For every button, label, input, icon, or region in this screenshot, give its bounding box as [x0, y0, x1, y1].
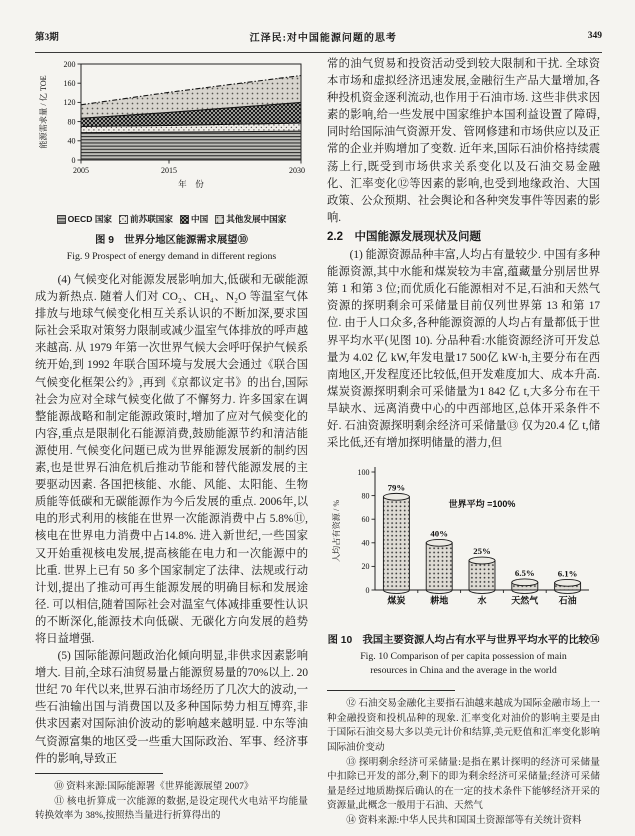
- legend-swatch-icon: [57, 215, 66, 224]
- figure-9: [35, 56, 308, 264]
- fig10-caption-en: [327, 650, 600, 678]
- footnote-10: ⑩ 资料来源:国际能源署《世界能源展望 2007》: [54, 781, 254, 793]
- fig9-caption-en: Fig. 9 Prospect of energy demand in different regions: [66, 251, 277, 262]
- svg-text:40: 40: [361, 538, 370, 548]
- journal-issue: 第3期: [35, 33, 59, 43]
- y-axis-label: 人均占有资源 / %: [332, 499, 341, 563]
- x-category-label: 煤炭: [387, 595, 406, 606]
- right-footnotes: [327, 686, 600, 828]
- footnote-13: ⑬ 探明剩余经济可采储量:是指在累计探明的经济可采储量中扣除已开发的部分,剩下的即为剩余经济可采储量;经济可采储量是经过地质勘探后确认的在一定的技术条件下能够经济开采的资源量,此概念一般用于石油、天然气: [327, 756, 600, 812]
- legend-item-1: [119, 213, 173, 225]
- legend-swatch-icon: [180, 215, 189, 224]
- bar-value-label: 6.1%: [557, 568, 578, 579]
- svg-text:120: 120: [63, 98, 76, 108]
- fig10-svg: [327, 458, 599, 620]
- body-paragraph-1: (1) 能源资源品种丰富,人均占有量较少. 中国有多种能源资源,其中水能和煤炭较为丰富,蕴藏量分别居世界第 1 和第 3 位;而优质化石能源相对不足,石油和天然气资源的探明剩余可采储量目前仅列世界第 13 和第 17 位. 由于人口众多,各种能源资源的人均占有量都低于世界平均水平(见图 10). 分品种看:水能资源经济可开发总量为 4.02 亿 kW,年发电量17 500亿 kW·h,主要分布在西南地区,开发程度还比较低,但开发难度加大、成本升高. 煤炭资源探明剩余可采储量为1 842 亿 t,大多分布在干旱缺水、远离消费中心的中西部地区,总体开采条件不好. 石油资源探明剩余经济可采储量⑬ 仅为20.4 亿 t,储采比低,还有增加探明储量的潜力,但: [327, 249, 601, 450]
- bar-天然气: [512, 579, 538, 593]
- x-axis-label: 年 份: [178, 179, 204, 189]
- fig9-stacked-area-chart: [35, 56, 308, 211]
- left-column: [35, 56, 308, 824]
- svg-text:40: 40: [67, 136, 76, 146]
- fig10-caption-cn: 图 10 我国主要资源人均占有水平与世界平均水平的比较⑭: [327, 635, 600, 647]
- bar-value-label: 25%: [473, 546, 491, 557]
- legend-swatch-icon: [215, 215, 224, 224]
- svg-text:2015: 2015: [161, 166, 177, 175]
- legend-label: 中国: [191, 214, 209, 224]
- y-axis-label: 能源需求量 / 亿 TOE: [39, 75, 48, 149]
- body-paragraph-5: (5) 国际能源问题政治化倾向明显,非供求因素影响增大. 目前,全球石油贸易量占能源贸易量的70%以上. 20 世纪 70 年代以来,世界石油市场经历了几次大的波动,一些石油输出国与消费国以及多种国际势力相互博弈,非供求因素对国际油价波动的影响越来越明显. 中东等油气资源富集的地区受一些重大国际政治、军事、经济事件的影响,导致正: [35, 650, 308, 765]
- legend-item-2: [180, 213, 208, 225]
- area-band-0: [81, 131, 301, 160]
- svg-text:80: 80: [361, 491, 370, 501]
- bar-水: [469, 557, 495, 593]
- footnote-14: ⑭ 资料来源:中华人民共和国国土资源部等有关统计资料: [346, 814, 582, 826]
- running-title: 江泽民:对中国能源问题的思考: [249, 32, 397, 44]
- x-category-label: 天然气: [511, 595, 539, 606]
- fig10-axes: [331, 468, 577, 606]
- left-footnotes: [35, 769, 308, 824]
- page-header: [35, 26, 602, 53]
- legend-item-0: [57, 213, 112, 225]
- bar-耕地: [426, 540, 452, 594]
- x-category-label: 耕地: [430, 595, 449, 606]
- fig10-caption-en-line1: Fig. 10 Comparison of per capita possession of main: [360, 651, 567, 663]
- x-category-label: 石油: [558, 595, 577, 606]
- footnote-11: ⑪ 核电折算成一次能源的数据,是设定现代火电站平均能量转换效率为 38%,按照热当量进行折算得出的: [35, 795, 308, 822]
- x-category-label: 水: [477, 595, 487, 606]
- footnote-divider: [35, 773, 163, 774]
- body-paragraph-continued: 常的油气贸易和投资活动受到较大限制和干扰. 全球资本市场和虚拟经济迅速发展,金融衍生产品大量增加,各种投机资金逐利流动,也作用于石油市场. 这些非供求因素的影响,给一些发展中国家维护本国利益设置了障碍,同时给国际油气资源开发、管网修建和市场供应以及正常的企业并购增加了变数. 近年来,国际石油价格持续震荡上行,既受到市场供求关系变化以及石油交易金融化、汇率变化⑫等因素的影响,也受到地缘政治、大国政策、公众预期、社会舆论和各种突发事件等因素的影响.: [327, 58, 600, 224]
- world-average-annotation: 世界平均 =100%: [448, 499, 516, 510]
- footnote-12: ⑫ 石油交易金融化主要指石油越来越成为国际金融市场上一种金融投资和投机品种的现象. 汇率变化对油价的影响主要是由于国际石油交易大多以美元计价和结算,美元贬值和汇率变化影响国际油价变动: [327, 698, 600, 753]
- svg-text:2030: 2030: [289, 166, 305, 175]
- svg-text:20: 20: [361, 562, 370, 572]
- section-heading-2-2: 2.2 中国能源发展现状及问题: [327, 230, 481, 243]
- figure-10: [327, 458, 600, 678]
- fig9-legend: [35, 213, 308, 225]
- footnote-divider: [327, 690, 455, 691]
- bar-煤炭: [383, 494, 409, 594]
- svg-text:80: 80: [67, 117, 76, 127]
- fig9-svg: [35, 56, 307, 206]
- fig10-caption-en-line2: resources in China and the average in the world: [370, 665, 557, 677]
- svg-text:0: 0: [365, 585, 370, 595]
- legend-item-3: [215, 213, 286, 225]
- body-paragraph-4: (4) 气候变化对能源发展影响加大,低碳和无碳能源成为新热点. 随着人们对 CO₂、CH₄、N₂O 等温室气体排放与地球气候变化相互关系认识的不断加深,要求国际社会采取对策努力限制或减少温室气体排放的呼声越来越高. 从 1979 年第一次世界气候大会呼吁保护气候系统开始,到 1992 年联合国环境与发展大会通过《联合国气候变化框架公约》,再到《京都议定书》的出台,国际社会为应对全球气候变化做了不懈努力. 许多国家在调整能源战略和制定能源政策时,增加了应对气候变化的内容,重点是限制化石能源消费,鼓励能源节约和清洁能源使用. 气候变化问题已成为世界能源发展新的制约因素,也是世界石油危机后推动节能和替代能源发展的主要驱动因素. 各国把核能、水能、风能、太阳能、生物质能等低碳和无碳能源作为今后发展的重点. 2006年,以电的形式利用的核能在世界一次能源消费中占 5.8%⑪,核电在世界电力消费中占14.8%. 进入新世纪,一些国家又开始重视核电发展,提高核能在电力和一次能源中的比重. 世界上已有 50 多个国家制定了法律、法规或行动计划,提出了推动可再生能源发展的明确目标和发展途径. 可以相信,随着国际社会对温室气体减排重要性认识的不断深化,能源技术向低碳、无碳化方向发展的趋势将日益增强.: [35, 274, 308, 645]
- svg-text:2005: 2005: [73, 166, 89, 175]
- fig10-bar-chart: [327, 458, 600, 625]
- bar-value-label: 79%: [387, 482, 406, 493]
- bar-value-label: 6.5%: [514, 567, 535, 578]
- legend-swatch-icon: [119, 215, 128, 224]
- legend-label: 其他发展中国家: [226, 214, 287, 224]
- fig9-caption-cn: 图 9 世界分地区能源需求展望⑩: [95, 235, 248, 246]
- right-column: [327, 56, 600, 824]
- svg-text:100: 100: [357, 467, 370, 477]
- bar-石油: [555, 580, 581, 594]
- svg-text:0: 0: [71, 155, 76, 165]
- legend-label: 前苏联国家: [130, 214, 173, 224]
- page-number: 349: [587, 31, 602, 41]
- legend-label: OECD 国家: [67, 214, 113, 224]
- bar-value-label: 40%: [430, 528, 448, 539]
- svg-text:60: 60: [361, 515, 370, 525]
- svg-text:160: 160: [63, 79, 76, 88]
- svg-text:200: 200: [63, 59, 76, 69]
